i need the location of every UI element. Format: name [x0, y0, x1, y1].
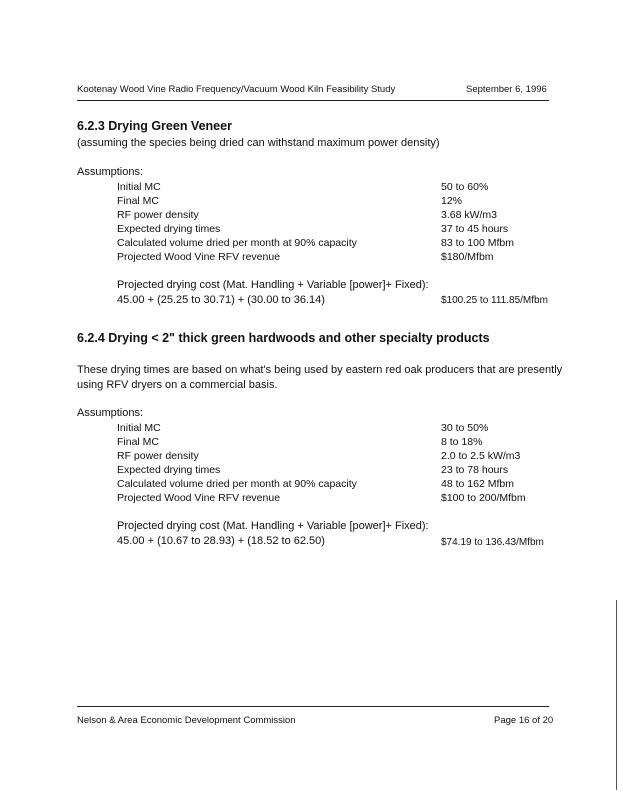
footer-page-number: Page 16 of 20: [494, 715, 554, 726]
assumption-row: [0, 223, 623, 237]
cost-result: $74.19 to 136.43/Mfbm: [441, 537, 544, 548]
scan-edge-line: [616, 600, 617, 790]
assumption-label: Projected Wood Vine RFV revenue: [117, 492, 281, 504]
footer-organization: Nelson & Area Economic Development Commission: [77, 715, 296, 726]
assumption-row: [0, 251, 623, 265]
assumption-value: $100 to 200/Mfbm: [441, 492, 526, 504]
assumption-row: [0, 450, 623, 464]
assumption-row: [0, 464, 623, 478]
assumption-label: Expected drying times: [117, 464, 221, 476]
assumption-row: [0, 422, 623, 436]
assumption-value: 12%: [441, 195, 463, 207]
assumption-row: [0, 478, 623, 492]
assumption-value: 8 to 18%: [441, 436, 483, 448]
assumption-label: Calculated volume dried per month at 90% capacity: [117, 478, 357, 490]
section-heading-6-2-3: 6.2.3 Drying Green Veneer: [77, 119, 232, 133]
assumption-row: [0, 181, 623, 195]
assumption-value: $180/Mfbm: [441, 251, 494, 263]
assumption-value: 48 to 162 Mfbm: [441, 478, 514, 490]
assumption-value: 23 to 78 hours: [441, 464, 509, 476]
intro-text: These drying times are based on what's being used by eastern red oak producers that are presently: [77, 364, 563, 376]
cost-formula: 45.00 + (10.67 to 28.93) + (18.52 to 62.50): [117, 535, 325, 547]
assumption-label: Calculated volume dried per month at 90% capacity: [117, 237, 357, 249]
assumption-row: [0, 492, 623, 506]
assumption-value: 3.68 kW/m3: [441, 209, 498, 221]
assumption-row: [0, 195, 623, 209]
assumption-label: RF power density: [117, 209, 199, 221]
cost-result: $100.25 to 111.85/Mfbm: [441, 295, 548, 306]
assumptions-label: Assumptions:: [77, 407, 144, 419]
assumption-label: Final MC: [117, 195, 160, 207]
assumption-row: [0, 436, 623, 450]
section-heading-6-2-4: 6.2.4 Drying < 2" thick green hardwoods and other specialty products: [77, 331, 490, 345]
header-date: September 6, 1996: [466, 84, 547, 95]
header-title: Kootenay Wood Vine Radio Frequency/Vacuum Wood Kiln Feasibility Study: [77, 84, 396, 95]
assumptions-label: Assumptions:: [77, 166, 144, 178]
assumption-value: 30 to 50%: [441, 422, 489, 434]
assumption-label: Initial MC: [117, 181, 161, 193]
cost-label: Projected drying cost (Mat. Handling + Variable [power]+ Fixed):: [117, 279, 429, 291]
cost-label: Projected drying cost (Mat. Handling + Variable [power]+ Fixed):: [117, 520, 429, 532]
assumption-value: 2.0 to 2.5 kW/m3: [441, 450, 521, 462]
assumption-label: RF power density: [117, 450, 199, 462]
assumption-value: 37 to 45 hours: [441, 223, 509, 235]
assumption-label: Expected drying times: [117, 223, 221, 235]
assumption-value: 83 to 100 Mfbm: [441, 237, 514, 249]
footer-rule: [77, 706, 549, 707]
assumption-label: Initial MC: [117, 422, 161, 434]
intro-text: using RFV dryers on a commercial basis.: [77, 379, 278, 391]
assumption-label: Final MC: [117, 436, 160, 448]
assumption-label: Projected Wood Vine RFV revenue: [117, 251, 281, 263]
header-rule: [77, 100, 549, 101]
cost-formula: 45.00 + (25.25 to 30.71) + (30.00 to 36.14): [117, 294, 325, 306]
section-subtitle: (assuming the species being dried can withstand maximum power density): [77, 137, 440, 149]
assumption-row: [0, 209, 623, 223]
assumption-row: [0, 237, 623, 251]
assumption-value: 50 to 60%: [441, 181, 489, 193]
